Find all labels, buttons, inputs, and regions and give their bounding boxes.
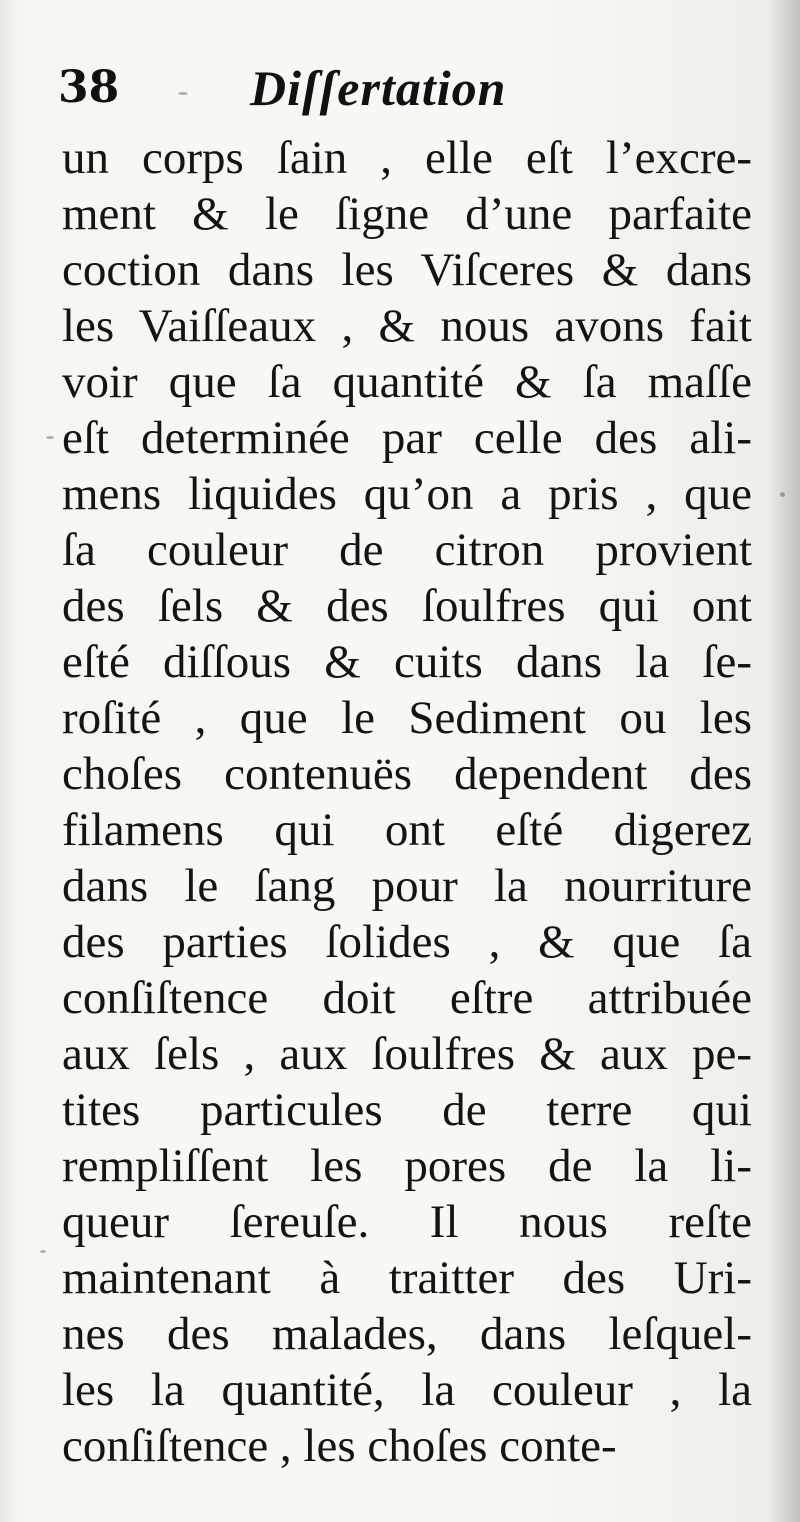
- text-line: des ſels & des ſoulfres qui ont: [62, 580, 752, 632]
- text-line: rempliſſent les pores de la li-: [62, 1140, 752, 1192]
- text-line: nes des malades, dans leſquel-: [62, 1308, 752, 1360]
- text-line: aux ſels , aux ſoulfres & aux pe-: [62, 1028, 752, 1080]
- text-line: tites particules de terre qui: [62, 1084, 752, 1136]
- text-line: voir que ſa quantité & ſa maſſe: [62, 356, 752, 408]
- text-line: eſté diſſous & cuits dans la ſe-: [62, 636, 752, 688]
- text-line: ſa couleur de citron provient: [62, 524, 752, 576]
- page-number: 38: [58, 62, 120, 113]
- ink-speckle: [46, 436, 54, 439]
- text-line: maintenant à traitter des Uri-: [62, 1252, 752, 1304]
- ink-speckle: [40, 1250, 46, 1253]
- text-line: queur ſereuſe. Il nous reſte: [62, 1196, 752, 1248]
- body-text: [62, 128, 752, 1472]
- text-line: des parties ſolides , & que ſa: [62, 916, 752, 968]
- text-line: choſes contenuës dependent des: [62, 748, 752, 800]
- page-header: [58, 58, 758, 128]
- text-line: conſiſtence , les choſes conte-: [62, 1420, 617, 1472]
- running-head: Diſſertation: [250, 60, 507, 116]
- text-line: un corps ſain , elle eſt l’excre-: [62, 132, 752, 184]
- text-line: mens liquides qu’on a pris , que: [62, 468, 752, 520]
- text-line: coction dans les Viſceres & dans: [62, 244, 752, 296]
- text-line: les Vaiſſeaux , & nous avons fait: [62, 300, 752, 352]
- text-line: eſt determinée par celle des ali-: [62, 412, 752, 464]
- text-line: roſité , que le Sediment ou les: [62, 692, 752, 744]
- text-line: les la quantité, la couleur , la: [62, 1364, 752, 1416]
- ink-speckle: [178, 92, 188, 95]
- text-line: filamens qui ont eſté digerez: [62, 804, 752, 856]
- text-line: dans le ſang pour la nourriture: [62, 860, 752, 912]
- page-edge-shadow: [766, 0, 800, 1522]
- ink-speckle: [780, 492, 785, 497]
- text-line: ment & le ſigne d’une parfaite: [62, 188, 752, 240]
- text-line: conſiſtence doit eſtre attribuée: [62, 972, 752, 1024]
